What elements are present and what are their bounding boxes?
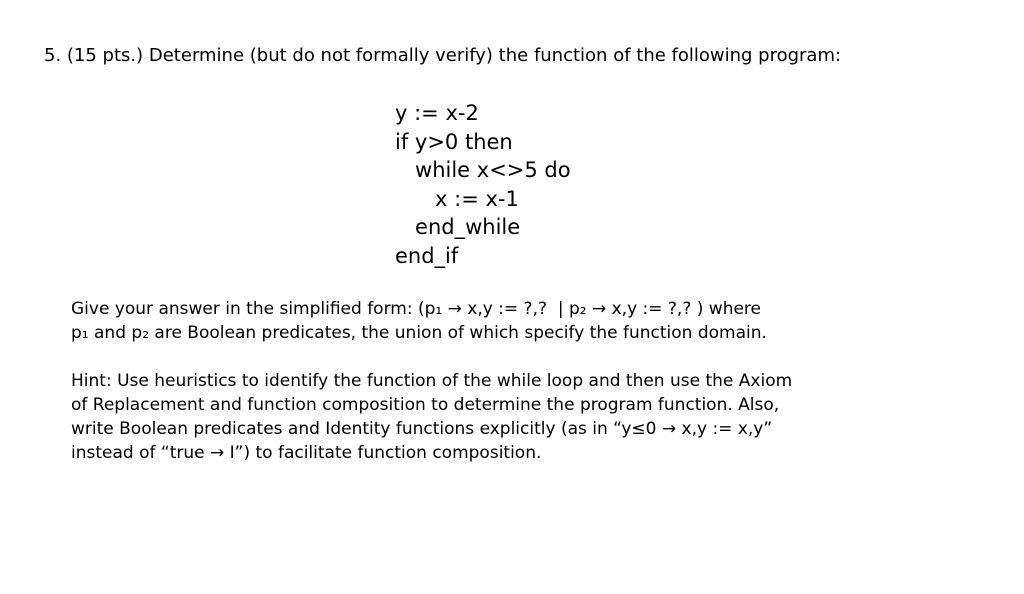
hint-line: instead of “true → I”) to facilitate function composition. (71, 443, 542, 463)
code-line: y := x-2 (395, 101, 479, 125)
answer-instructions-line: p₁ and p₂ are Boolean predicates, the union of which specify the function domain. (71, 323, 767, 343)
hint-line: Hint: Use heuristics to identify the function of the while loop and then use the Axiom (71, 371, 793, 391)
question-heading: 5. (15 pts.) Determine (but do not formally verify) the function of the following program: (44, 45, 842, 66)
answer-instructions-line: Give your answer in the simplified form: (p₁ → x,y := ?,? | p₂ → x,y := ?,? ) where (71, 299, 762, 319)
code-line: end_while (395, 215, 521, 240)
code-line: end_if (395, 243, 459, 268)
hint-line: write Boolean predicates and Identity functions explicitly (as in “y≤0 → x,y := x,y” (71, 419, 773, 439)
code-line: if y>0 then (395, 129, 513, 154)
code-line: while x<>5 do (395, 158, 571, 183)
hint-paragraph (71, 369, 971, 465)
hint-line: of Replacement and function composition to determine the program function. Also, (71, 395, 780, 415)
answer-instructions (71, 297, 971, 345)
program-code-block (395, 99, 571, 271)
code-line: x := x-1 (395, 186, 519, 211)
